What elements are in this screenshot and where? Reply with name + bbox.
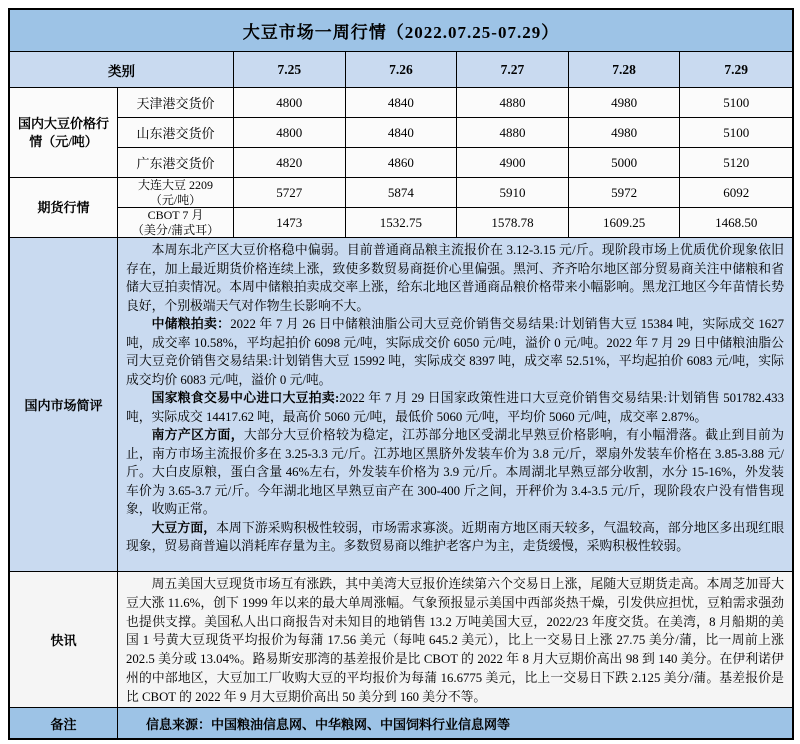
paragraph-text: 本周东北产区大豆价格稳中偏弱。目前普通商品粮主流报价在 3.12-3.15 元/斤。现阶段市场上优质优价现象依旧存在，加上最近期货价格连续上涨，致使多数贸易商挺价心里偏强。黑河、齐齐哈尔地区部分贸易商关注中储粮和省储大豆拍卖情况。本周中储粮拍卖成交率上涨，给东北地区普通商品粮价格带来小幅影响。黑龙江地区今年苗情长势良好，个别极端天气对作物生长影响不大。: [126, 243, 784, 313]
futures-cell: 1468.50: [680, 208, 792, 238]
futures-name-cbot: [118, 208, 234, 238]
price-cell: 4860: [346, 148, 458, 178]
price-cell: 5000: [569, 148, 681, 178]
price-cell: 5100: [680, 118, 792, 148]
futures-name-dalian: [118, 178, 234, 208]
report-grid: [10, 10, 792, 738]
price-cell: 4880: [457, 118, 569, 148]
col-header-date-1: 7.25: [234, 52, 346, 88]
futures-cell: 6092: [680, 178, 792, 208]
weekly-report-table: [8, 8, 794, 740]
price-cell: 4980: [569, 118, 681, 148]
news-paragraph: [126, 575, 784, 707]
price-cell: 4800: [234, 118, 346, 148]
col-header-category: 类别: [10, 52, 234, 88]
price-cell: 5120: [680, 148, 792, 178]
commentary-paragraph: [126, 426, 784, 519]
paragraph-text: 本周下游采购积极性较弱，市场需求寡淡。近期南方地区雨天较多，气温较高，部分地区多出现红眼现象，贸易商普遍以消耗库存量为主。多数贸易商以维护老客户为主，走货缓慢，采购积极性较弱。: [126, 520, 784, 553]
futures-cell: 1473: [234, 208, 346, 238]
port-name-tianjin: 天津港交货价: [118, 88, 234, 118]
price-cell: 4800: [234, 88, 346, 118]
paragraph-lead: 大豆方面，: [151, 520, 217, 535]
port-name-shandong: 山东港交货价: [118, 118, 234, 148]
futures-cell: 1609.25: [569, 208, 681, 238]
paragraph-text: 2022 年 7 月 26 日中储粮油脂公司大豆竞价销售交易结果:计划销售大豆 15384 吨，实际成交 1627 吨，成交率 10.58%，平均起拍价 6098 元/吨，实际成交价 6050 元/吨，溢价 0 元/吨。2022 年 7 月 29 日中储粮油脂公司大豆竞价销售交易结果:计划销售大豆 15992 吨，实际成交 8397 吨，成交率 52.51%，平均起拍价 6083 元/吨，实际成交均价 6083 元/吨，溢价 0 元/吨。: [126, 317, 784, 387]
futures-cell: 5910: [457, 178, 569, 208]
futures-cell: 5972: [569, 178, 681, 208]
price-cell: 4820: [234, 148, 346, 178]
paragraph-text: 2022 年 7 月 29 日国家政策性进口大豆竞价销售交易结果:计划销售 501782.433 吨，实际成交 14417.62 吨，最高价 5060 元/吨，最低价 5060 元/吨，平均价 5060 元/吨，成交率 2.87%。: [126, 391, 784, 424]
futures-cell: 1578.78: [457, 208, 569, 238]
price-cell: 4840: [346, 88, 458, 118]
paragraph-text: 周五美国大豆现货市场互有涨跌，其中美湾大豆报价连续第六个交易日上涨，尾随大豆期货走高。本周芝加哥大豆大涨 11.6%，创下 1999 年以来的最大单周涨幅。气象预报显示美国中西部炎热干燥，引发供应担忧，豆粕需求强劲也提供支撑。美国私人出口商报告对未知目的地销售 13.2 万吨美国大豆，2022/23 年度交货。在美湾，8 月船期的美国 1 号黄大豆现货平均报价为每蒲 17.56 美元（每吨 645.2 美元），比上一交易日上涨 27.75 美分/蒲，比一周前上涨 202.5 美分或 13.04%。路易斯安那湾的基差报价是比 CBOT 的 2022 年 8 月大豆期价高出 98 到 140 美分。在伊利诺伊州的中部地区，大豆加工厂收购大豆的平均报价为每蒲 16.6775 美元，比上一交易日下跌 2.125 美分/蒲。基差报价是比 CBOT 的 2022 年 9 月大豆期价高出 50 美分到 160 美分不等。: [126, 577, 784, 704]
page-title: 大豆市场一周行情（2022.07.25-07.29）: [10, 10, 792, 52]
note-label: 备注: [10, 708, 118, 738]
futures-cell: 5874: [346, 178, 458, 208]
price-section-label: 国内大豆价格行情（元/吨）: [10, 88, 118, 178]
col-header-date-5: 7.29: [680, 52, 792, 88]
commentary-paragraph: [126, 519, 784, 556]
col-header-date-4: 7.28: [569, 52, 681, 88]
paragraph-lead: 国家粮食交易中心进口大豆拍卖:: [151, 391, 340, 405]
price-cell: 4840: [346, 118, 458, 148]
futures-name-line1: CBOT 7 月: [147, 208, 204, 222]
commentary-paragraph: [126, 389, 784, 426]
futures-name-line1: 大连大豆 2209: [137, 178, 213, 192]
price-cell: 4880: [457, 88, 569, 118]
futures-cell: 5727: [234, 178, 346, 208]
price-cell: 5100: [680, 88, 792, 118]
futures-cell: 1532.75: [346, 208, 458, 238]
futures-name-line2: （美分/蒲式耳）: [131, 222, 220, 237]
note-content: 信息来源：中国粮油信息网、中华粮网、中国饲料行业信息网等: [118, 708, 792, 738]
price-cell: 4980: [569, 88, 681, 118]
col-header-date-3: 7.27: [457, 52, 569, 88]
paragraph-lead: 中储粮拍卖：: [151, 317, 231, 331]
port-name-guangdong: 广东港交货价: [118, 148, 234, 178]
news-label: 快讯: [10, 572, 118, 708]
futures-name-line2: （元/吨）: [149, 192, 202, 207]
price-cell: 4900: [457, 148, 569, 178]
commentary-paragraph: [126, 241, 784, 315]
commentary-paragraph: [126, 315, 784, 389]
commentary-body: [118, 238, 792, 572]
paragraph-text: 大部分大豆价格较为稳定，江苏部分地区受湖北早熟豆价格影响，有小幅滑落。截止到目前为止，南方市场主流报价多在 3.25-3.3 元/斤。江苏地区黑脐外发装车价为 3.8 元/斤，翠扇外发装车价格在 3.85-3.88 元/斤。大白皮原粮，蛋白含量 46%左右，外发装车价格为 3.9 元/斤。本周湖北早熟豆部分收割，水分 15-16%，外发装车价为 3.65-3.7 元/斤。今年湖北地区早熟豆亩产在 300-400 斤之间，开秤价为 3.4-3.5 元/斤，现阶段农户没有惜售现象，收购正常。: [126, 428, 784, 516]
paragraph-lead: 南方产区方面，: [151, 428, 244, 442]
col-header-date-2: 7.26: [346, 52, 458, 88]
news-body: [118, 572, 792, 708]
futures-section-label: 期货行情: [10, 178, 118, 238]
commentary-label: 国内市场简评: [10, 238, 118, 572]
